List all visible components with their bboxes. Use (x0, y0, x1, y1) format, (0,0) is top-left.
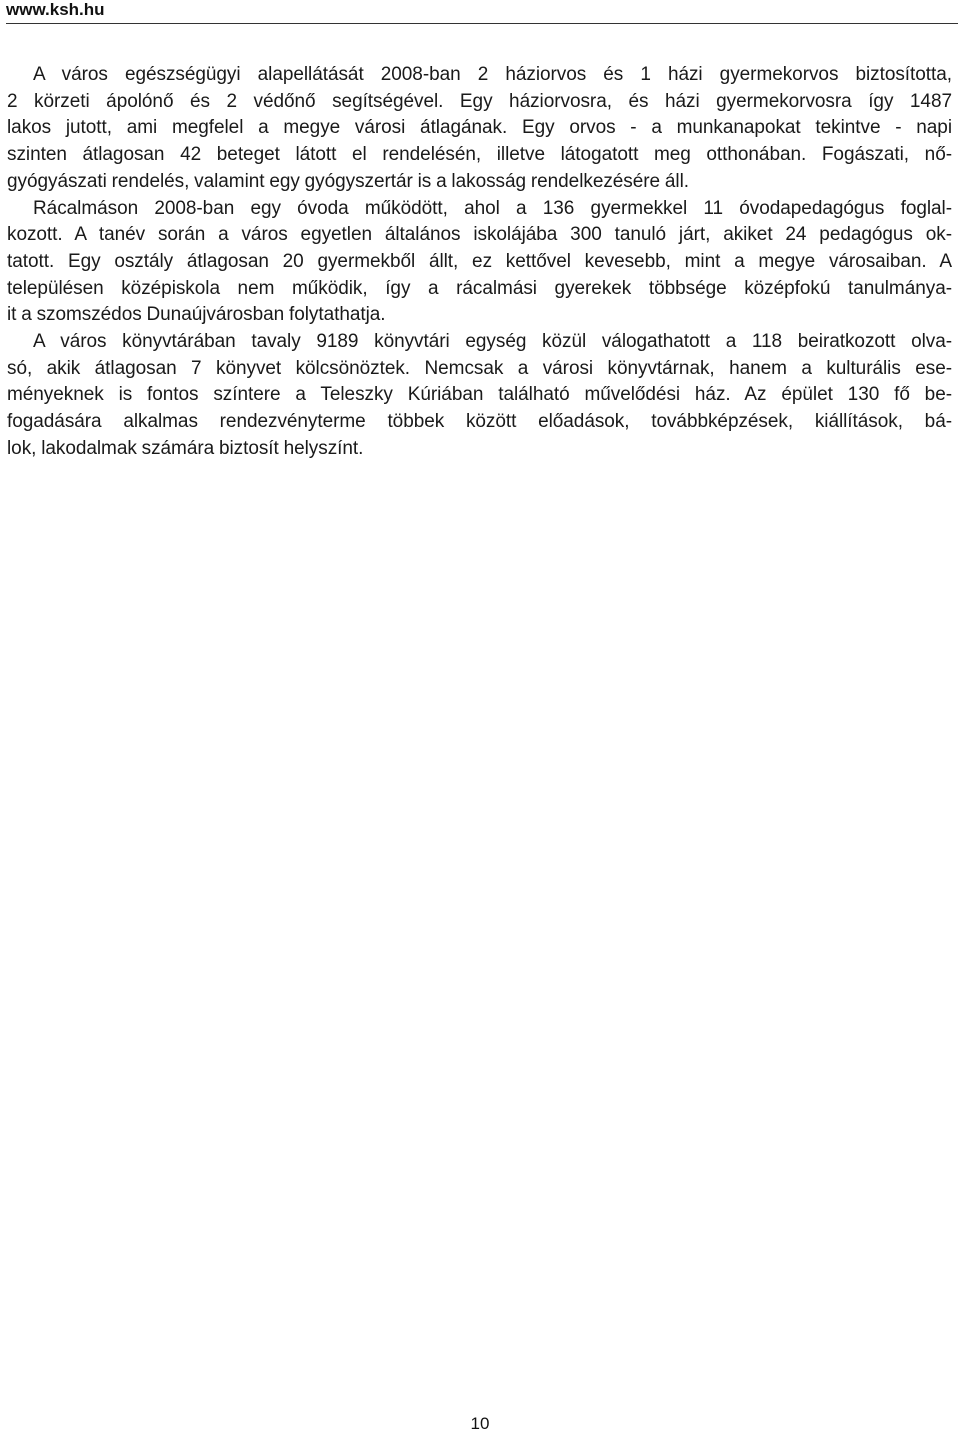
text-line: fogadására alkalmas rendezvényterme többek között előadások, továbbképzések, kiállítások, bá- (7, 411, 952, 433)
text-line: it a szomszédos Dunaújvárosban folytathatja. (7, 304, 386, 326)
text-line: 2 körzeti ápolónő és 2 védőnő segítségével. Egy háziorvosra, és házi gyermekorvosra így 1487 (7, 90, 952, 112)
body-text (7, 62, 952, 463)
text-line: A város könyvtárában tavaly 9189 könyvtári egység közül válogathatott a 118 beiratkozott olva- (33, 331, 952, 353)
text-line: só, akik átlagosan 7 könyvet kölcsönöztek. Nemcsak a városi könyvtárnak, hanem a kulturális ese- (7, 357, 952, 379)
text-line: ményeknek is fontos színtere a Teleszky Kúriában található művelődési ház. Az épület 130 fő be- (7, 384, 952, 406)
text-line: gyógyászati rendelés, valamint egy gyógyszertár is a lakosság rendelkezésére áll. (7, 170, 689, 192)
text-line: Rácalmáson 2008-ban egy óvoda működött, ahol a 136 gyermekkel 11 óvodapedagógus foglal- (33, 197, 952, 219)
text-line: lok, lakodalmak számára biztosít helyszínt. (7, 437, 364, 459)
text-line: szinten átlagosan 42 beteget látott el rendelésén, illetve látogatott meg otthonában. Fogászati, nő- (7, 144, 952, 166)
text-line: lakos jutott, ami megfelel a megye városi átlagának. Egy orvos - a munkanapokat tekintve - napi (7, 117, 952, 139)
text-line: tatott. Egy osztály átlagosan 20 gyermekből állt, ez kettővel kevesebb, mint a megye városaiban. A (7, 250, 952, 272)
text-line: kozott. A tanév során a város egyetlen általános iskolájába 300 tanuló járt, akiket 24 pedagógus ok- (7, 224, 952, 246)
text-line: A város egészségügyi alapellátását 2008-ban 2 háziorvos és 1 házi gyermekorvos biztosította, (33, 64, 952, 85)
site-link[interactable]: www.ksh.hu (6, 0, 105, 19)
text-line: településen középiskola nem működik, így a rácalmási gyerekek többsége középfokú tanulmánya- (7, 277, 952, 299)
header-rule (6, 23, 958, 24)
page-number: 10 (470, 1414, 490, 1433)
